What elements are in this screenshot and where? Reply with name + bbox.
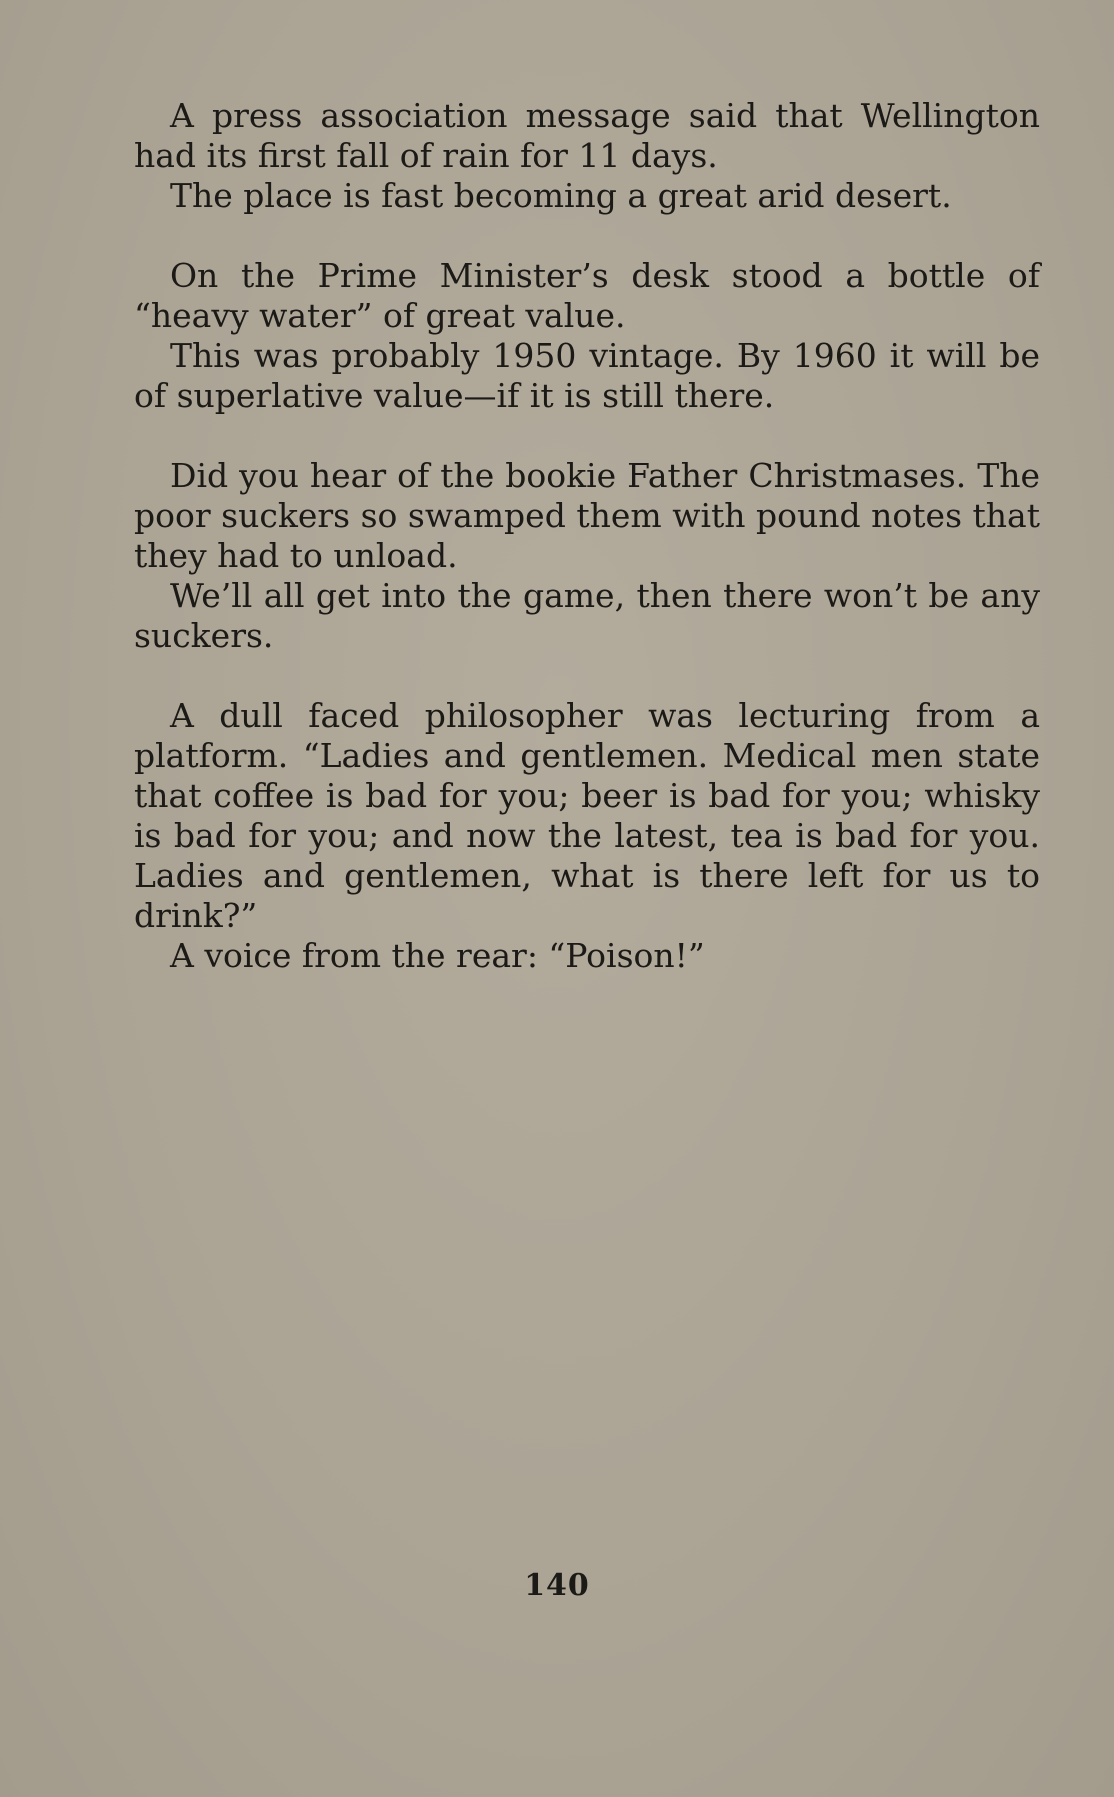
page-number: 140 — [524, 1568, 590, 1603]
section-gap — [134, 656, 1040, 696]
section-heavy-water — [134, 256, 1040, 416]
paragraph: A press association message said that Wellington had its first fall of rain for 11 days. — [134, 96, 1040, 175]
paragraph: We’ll all get into the game, then there won’t be any suckers. — [134, 576, 1040, 655]
paragraph: The place is fast becoming a great arid desert. — [170, 176, 952, 215]
section-bookie — [134, 456, 1040, 656]
page-text — [134, 96, 1040, 976]
paragraph: This was probably 1950 vintage. By 1960 it will be of superlative value—if it is still there. — [134, 336, 1040, 415]
section-gap — [134, 416, 1040, 456]
section-wellington-rain — [134, 96, 1040, 216]
paragraph: A voice from the rear: “Poison!” — [170, 936, 705, 975]
paragraph: A dull faced philosopher was lecturing from a platform. “Ladies and gentlemen. Medical men state that coffee is bad for you; beer is bad for you; whisky is bad for you; and now the latest, tea is bad for you. Ladies and gentlemen, what is there left for us to drink?” — [134, 696, 1040, 935]
section-philosopher — [134, 696, 1040, 976]
paragraph: On the Prime Minister’s desk stood a bottle of “heavy water” of great value. — [134, 256, 1040, 335]
paragraph: Did you hear of the bookie Father Christmases. The poor suckers so swamped them with pound notes that they had to unload. — [134, 456, 1040, 575]
section-gap — [134, 216, 1040, 256]
